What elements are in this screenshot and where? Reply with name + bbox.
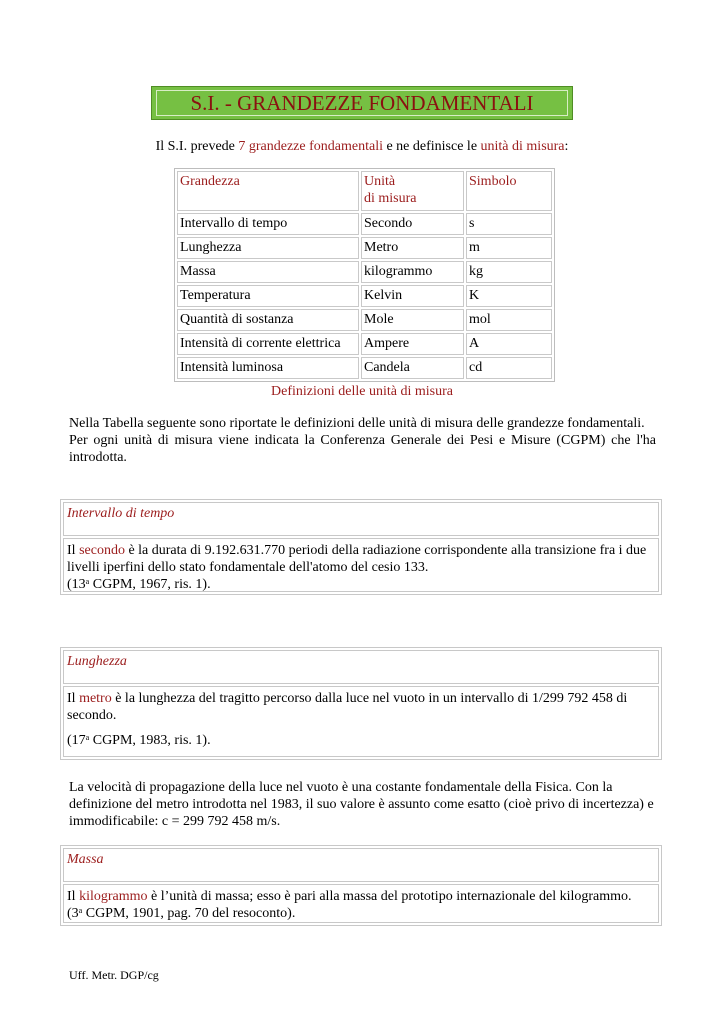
intro-line [0,139,724,155]
header-grandezza: Grandezza [177,171,359,211]
definition-ref [67,577,211,592]
cell-symbol: mol [466,309,552,331]
definition-heading: Intervallo di tempo [63,502,659,536]
cell-symbol: m [466,237,552,259]
definition-text: è la lunghezza del tragitto percorso dalla luce nel vuoto in un intervallo di 1/299 792 458 di secondo. [67,691,628,723]
cell-quantity: Massa [177,261,359,283]
table-row [177,309,552,331]
light-speed-paragraph: La velocità di propagazione della luce nel vuoto è una costante fondamentale della Fisica. Con la definizione del metro introdotta nel 1983, il suo valore è assunto come esatto (cioè privo di incertezza) e immodificabile: c = 299 792 458 m/s. [69,780,654,829]
definition-body [63,884,659,923]
title-banner [151,86,573,120]
cell-quantity: Intensità luminosa [177,357,359,379]
table-row [177,261,552,283]
unit-name: metro [79,691,112,706]
definition-heading: Lunghezza [63,650,659,684]
definition-box-tempo [60,499,662,595]
cell-unit: Kelvin [361,285,464,307]
intro-paragraph [69,415,656,466]
definition-box-massa [60,845,662,926]
definition-pre: Il [67,691,80,706]
definition-box-lunghezza [60,647,662,760]
cell-quantity: Temperatura [177,285,359,307]
unit-name: kilogrammo [79,889,148,904]
cell-symbol: A [466,333,552,355]
table-row [177,285,552,307]
cell-quantity: Intensità di corrente elettrica [177,333,359,355]
intro-text-1: Il S.I. prevede [155,139,239,154]
page-title: S.I. - GRANDEZZE FONDAMENTALI [156,90,568,116]
definition-text: è la durata di 9.192.631.770 periodi della radiazione corrispondente alla transizione fra i due livelli iperfini dello stato fondamentale dell'atomo del cesio 133. [67,543,647,575]
cell-quantity: Lunghezza [177,237,359,259]
ref-superscript: a [85,577,90,586]
definition-pre: Il [67,889,80,904]
si-units-table [174,168,555,382]
cell-unit: Secondo [361,213,464,235]
ref-superscript: a [78,906,83,915]
cell-symbol: cd [466,357,552,379]
header-simbolo: Simbolo [466,171,552,211]
intro-text-2: e ne definisce le [382,139,481,154]
ref-number: (3 [67,906,79,921]
header-unita-line2: di misura [364,191,417,206]
cell-unit: Candela [361,357,464,379]
cell-symbol: s [466,213,552,235]
definition-ref [67,733,211,748]
cell-unit: Metro [361,237,464,259]
table-row [177,237,552,259]
definition-ref [67,906,295,921]
table-row [177,213,552,235]
definition-body [63,686,659,757]
definition-pre: Il [67,543,80,558]
intro-highlight-count: 7 grandezze fondamentali [238,139,383,154]
ref-number: (17 [67,733,86,748]
page-footer: Uff. Metr. DGP/cg [69,968,159,982]
section-subtitle: Definizioni delle unità di misura [271,384,453,399]
ref-text: CGPM, 1983, ris. 1). [89,733,211,748]
cell-unit: kilogrammo [361,261,464,283]
intro-text-3: : [564,139,569,154]
table-header-row [177,171,552,211]
header-unita-line1: Unità [364,174,396,189]
cell-symbol: K [466,285,552,307]
cell-unit: Ampere [361,333,464,355]
ref-superscript: a [85,733,90,742]
ref-number: (13 [67,577,86,592]
cell-quantity: Intervallo di tempo [177,213,359,235]
paragraph-tabella: Nella Tabella seguente sono riportate le definizioni delle unità di misura delle grandezze fondamentali. [69,416,645,431]
intro-highlight-units: unità di misura [480,139,565,154]
table-row [177,333,552,355]
ref-text: CGPM, 1901, pag. 70 del resoconto). [82,906,296,921]
cell-unit: Mole [361,309,464,331]
unit-name: secondo [79,543,125,558]
ref-text: CGPM, 1967, ris. 1). [89,577,211,592]
paragraph-cgpm: Per ogni unità di misura viene indicata la Conferenza Generale dei Pesi e Misure (CGPM) che l'ha introdotta. [69,433,656,465]
definition-body [63,538,659,592]
cell-quantity: Quantità di sostanza [177,309,359,331]
header-unita [361,171,464,211]
table-row [177,357,552,379]
definition-heading: Massa [63,848,659,882]
cell-symbol: kg [466,261,552,283]
definition-text: è l’unità di massa; esso è pari alla massa del prototipo internazionale del kilogrammo. [147,889,632,904]
